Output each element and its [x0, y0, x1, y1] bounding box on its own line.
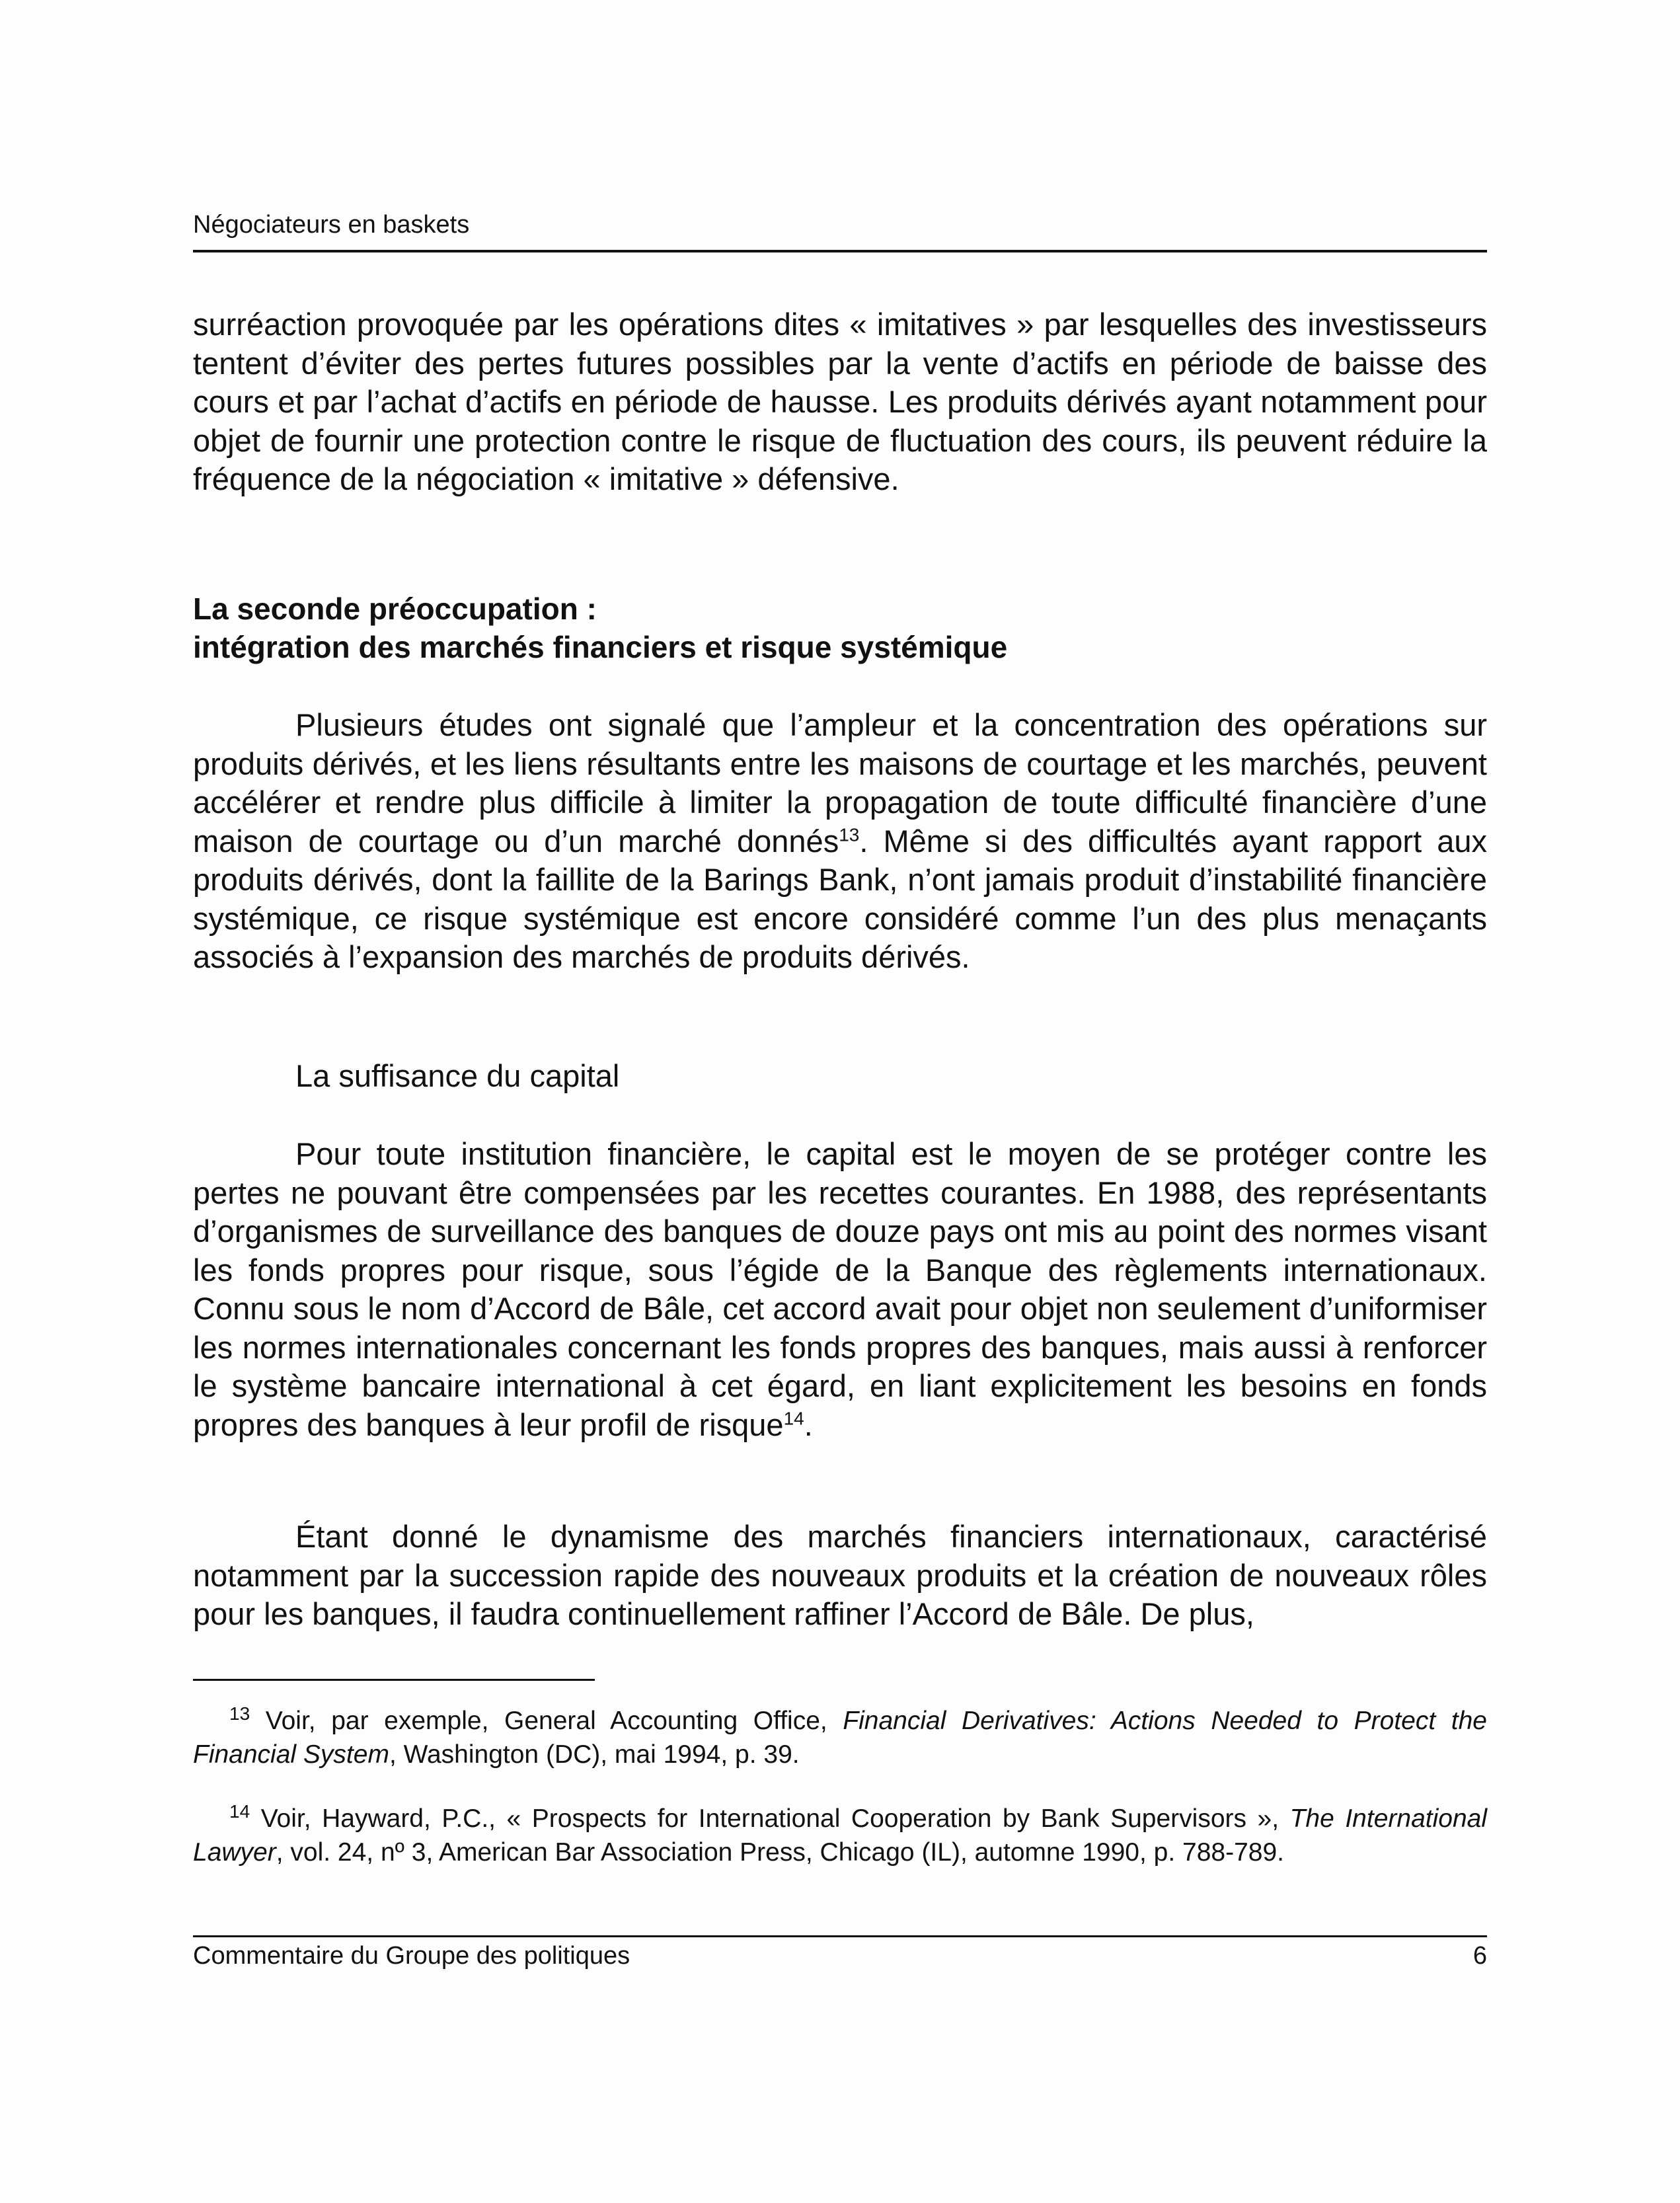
paragraph-2 — [193, 706, 1487, 977]
subheading-block — [193, 1057, 1487, 1095]
paragraph-4: Étant donné le dynamisme des marchés financiers internationaux, caractérisé notamment par la succession rapide des nouveaux produits et la création de nouveaux rôles pour les banques, il faudra continuellement raffiner l’Accord de Bâle. De plus, — [193, 1519, 1487, 1631]
running-header: Négociateurs en baskets — [193, 211, 470, 239]
footnote-14-text-b: , vol. 24, nº 3, American Bar Association Press, Chicago (IL), automne 1990, p. 788-789. — [276, 1838, 1284, 1867]
paragraph-3 — [193, 1135, 1487, 1444]
footer-rule — [193, 1935, 1487, 1937]
section-heading-line-2: intégration des marchés financiers et risque systémique — [193, 630, 1008, 664]
footnote-ref-13[interactable]: 13 — [839, 824, 860, 845]
paragraph-2-text-b: . Même si des difficultés ayant rapport aux produits dérivés, dont la faillite de la Barings Bank, n’ont jamais produit d’instabilité financière systémique, ce risque systémique est encore considéré comme l’un des plus menaçants associés à l’expansion des marchés de produits dérivés. — [193, 823, 1487, 974]
paragraph-4-block — [193, 1518, 1487, 1634]
section-heading — [193, 590, 1487, 666]
paragraph-3-block — [193, 1135, 1487, 1444]
paragraph-3-text-b: . — [804, 1407, 813, 1442]
subheading-capital: La suffisance du capital — [295, 1058, 620, 1093]
page-number: 6 — [1472, 1942, 1487, 1970]
running-footer — [193, 1940, 1487, 1972]
body-text — [193, 305, 1487, 499]
footnote-number-14: 14 — [229, 1801, 250, 1822]
paragraph-2-text-a: Plusieurs études ont signalé que l’ampleur et la concentration des opérations sur produits dérivés, et les liens résultants entre les maisons de courtage et les marchés, peuvent accélérer et rendre plus difficile à limiter la propagation de toute difficulté financière d’une maison de courtage ou d’un marché donnés — [193, 707, 1487, 859]
paragraph-2-block — [193, 706, 1487, 977]
footnote-14-title: The International Lawyer — [193, 1804, 1487, 1867]
footnote-14 — [193, 1802, 1487, 1869]
footnote-separator — [193, 1679, 595, 1681]
paragraph-1: surréaction provoquée par les opérations dites « imitatives » par lesquelles des investisseurs tentent d’éviter des pertes futures possibles par la vente d’actifs en période de baisse des cours et par l’achat d’actifs en période de hausse. Les produits dérivés ayant notamment pour objet de fournir une protection contre le risque de fluctuation des cours, ils peuvent réduire la fréquence de la négociation « imitative » défensive. — [193, 307, 1487, 496]
header-rule — [193, 250, 1487, 252]
footnote-13-text-b: , Washington (DC), mai 1994, p. 39. — [389, 1740, 800, 1769]
footnote-13-text-a: Voir, par exemple, General Accounting Office, — [250, 1707, 843, 1735]
section-heading-line-1: La seconde préoccupation : — [193, 592, 597, 626]
footnote-13-title: Financial Derivatives: Actions Needed to Protect the Financial System — [193, 1707, 1487, 1769]
paragraph-3-text-a: Pour toute institution financière, le capital est le moyen de se protéger contre les pertes ne pouvant être compensées par les recettes courantes. En 1988, des représentants d’organismes de surveillance des banques de douze pays ont mis au point des normes visant les fonds propres pour risque, sous l’égide de la Banque des règlements internationaux. Connu sous le nom d’Accord de Bâle, cet accord avait pour objet non seulement d’uniformiser les normes internationales concernant les fonds propres des banques, mais aussi à renforcer le système bancaire international à cet égard, en liant explicitement les besoins en fonds propres des banques à leur profil de risque — [193, 1136, 1487, 1442]
footer-series-title: Commentaire du Groupe des politiques — [193, 1942, 630, 1970]
footnote-number-13: 13 — [229, 1703, 250, 1724]
footnote-14-text-a: Voir, Hayward, P.C., « Prospects for International Cooperation by Bank Supervisors », — [250, 1804, 1290, 1833]
footnote-13 — [193, 1704, 1487, 1771]
footnote-ref-14[interactable]: 14 — [783, 1407, 804, 1428]
